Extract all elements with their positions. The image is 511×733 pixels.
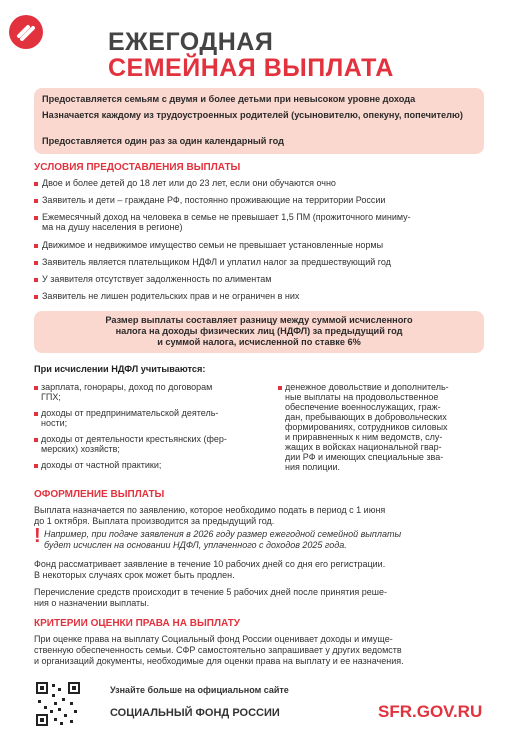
amount-text: Размер выплаты составляет разницу между суммой исчисленного налога на доходы физических лиц (НДФЛ) за предыдущий год и суммой налога, исчисленной по ставке 6% [105,315,413,347]
ndfl-left-item: доходы от частной практики; [34,460,269,470]
condition-item: Двое и более детей до 18 лет или до 23 лет, если они обучаются очно [34,178,336,189]
registration-paragraph-1: Выплата назначается по заявлению, которое необходимо подать в период с 1 июня до 1 октября. Выплата производится за предыдущий год. [34,505,386,526]
registration-paragraph-3: Перечисление средств происходит в течение 5 рабочих дней после принятия реше- ния о назначении выплаты. [34,587,387,608]
page-title-line2: СЕМЕЙНАЯ ВЫПЛАТА [108,54,394,82]
registration-note: Например, при подаче заявления в 2026 году размер ежегодной семейной выплаты будет исчислен на основании НДФЛ, уплаченного с доходов 2025 года. [44,529,402,550]
ndfl-left-item: зарплата, гонорары, доход по договорам ГПХ; [34,382,269,402]
org-name: СОЦИАЛЬНЫЙ ФОНД РОССИИ [110,707,280,719]
criteria-paragraph: При оценке права на выплату Социальный фонд России оценивает доходы и имуще- ственную обеспеченность семьи. СФР самостоятельно запрашивает у других ведомств и организаций документы, необходимые для оценки права на выплату и ее назначения. [34,634,404,666]
registration-title: ОФОРМЛЕНИЕ ВЫПЛАТЫ [34,489,165,500]
ndfl-left-item: доходы от предпринимательской деятель- ности; [34,408,269,428]
condition-item: Движимое и недвижимое имущество семьи не превышает установленные нормы [34,240,383,251]
condition-item-cont: ма на душу населения в регионе) [42,222,183,232]
exclamation-icon: ! [34,525,41,547]
learn-more-text: Узнайте больше на официальном сайте [110,685,289,695]
ndfl-right-column: денежное довольствие и дополнитель- ные выплаты на продовольственное обеспечение военнослужащих, граж- дан, пребывающих в добровольческих формированиях, сотрудников силовых и приравненных к ним ведомств, слу- жащих в войсках национальной гвар- дии РФ и имеющих специальные зва- ния полиции. [278,382,488,472]
page-title-line1: ЕЖЕГОДНАЯ [108,28,274,56]
registration-paragraph-2: Фонд рассматривает заявление в течение 10 рабочих дней со дня его регистрации. В некоторых случаях срок может быть продлен. [34,559,386,580]
ndfl-left-column [34,382,269,470]
condition-item: У заявителя отсутствует задолженность по алиментам [34,274,271,285]
site-link[interactable]: SFR.GOV.RU [378,702,483,721]
intro-line-3: Предоставляется один раз за один календарный год [42,136,284,146]
sfr-logo-icon [8,14,44,50]
amount-box [34,311,484,353]
ndfl-title: При исчислении НДФЛ учитываются: [34,364,206,374]
intro-box [34,88,484,154]
intro-line-2: Назначается каждому из трудоустроенных родителей (усыновителю, опекуну, попечителю) [42,110,463,120]
intro-line-1: Предоставляется семьям с двумя и более детьми при невысоком уровне дохода [42,94,416,104]
conditions-title: УСЛОВИЯ ПРЕДОСТАВЛЕНИЯ ВЫПЛАТЫ [34,162,241,173]
criteria-title: КРИТЕРИИ ОЦЕНКИ ПРАВА НА ВЫПЛАТУ [34,618,241,629]
ndfl-left-item: доходы от деятельности крестьянских (фер- мерских) хозяйств; [34,434,269,454]
condition-item: Заявитель и дети – граждане РФ, постоянно проживающие на территории России [34,195,385,206]
qr-code-icon[interactable] [34,680,82,728]
condition-item: Заявитель не лишен родительских прав и не ограничен в них [34,291,299,302]
condition-item: Ежемесячный доход на человека в семье не превышает 1,5 ПМ (прожиточного миниму- [34,212,411,223]
condition-item: Заявитель является плательщиком НДФЛ и уплатил налог за предшествующий год [34,257,391,268]
